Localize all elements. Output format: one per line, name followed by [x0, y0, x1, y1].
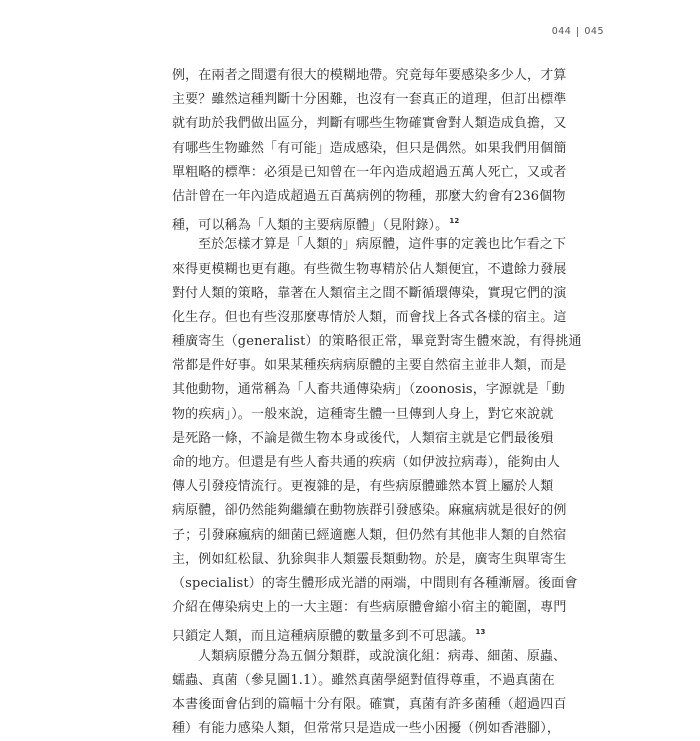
footnote-marker[interactable]: 12: [449, 217, 460, 226]
text-line: [172, 378, 565, 402]
line-text: 化生存。但也有些沒那麼專情於人類，而會找上各式各樣的宿主。這: [172, 309, 567, 325]
text-line: [172, 548, 567, 572]
line-text: 來得更模糊也更有趣。有些微生物專精於佔人類便宜，不遺餘力發展: [172, 261, 567, 277]
line-text: 種，可以稱為「人類的主要病原體」（見附錄）。: [172, 218, 449, 234]
text-line: [172, 620, 554, 644]
line-text: 傳人引發疫情流行。更複雜的是，有些病原體雖然本質上屬於人類: [172, 479, 554, 495]
line-text: 物的疾病」）。一般來說，這種寄生體一旦傳到人身上，對它來說就: [172, 406, 554, 422]
page-number-header: [552, 26, 604, 37]
text-line: [172, 209, 554, 233]
body-text: [172, 64, 582, 741]
line-text: 其他動物，通常稱為「人畜共通傳染病」（zoonosis，字源就是「動: [172, 382, 565, 398]
page-number-divider: [577, 27, 578, 37]
text-line: [172, 669, 554, 693]
line-text: 本書後面會佔到的篇幅十分有限。確實，真菌有許多菌種（超過四百: [172, 696, 567, 712]
text-line: [172, 693, 567, 717]
line-text: 對付人類的策略，靠著在人類宿主之間不斷循環傳染，實現它們的演: [172, 285, 567, 301]
line-text: 介紹在傳染病史上的一大主題：有些病原體會縮小宿主的範圍，專門: [172, 600, 567, 616]
footnote-marker[interactable]: 13: [475, 628, 486, 637]
line-text: 病原體，卻仍然能夠繼續在動物族群引發感染。麻瘋病就是很好的例: [172, 503, 567, 519]
text-line: [172, 282, 567, 306]
line-text: 至於怎樣才算是「人類的」病原體，這件事的定義也比乍看之下: [198, 237, 567, 253]
text-line: [172, 717, 561, 741]
line-text: （specialist）的寄生體形成光譜的兩端，中間則有各種漸層。後面會: [172, 575, 578, 591]
text-line: [172, 161, 567, 185]
line-text: 種廣寄生（generalist）的策略很正常，畢竟對寄生體來說，有得挑通: [172, 334, 582, 350]
line-text: 估計曾在一年內造成超過五百萬病例的物種，那麼大約會有236個物: [172, 188, 566, 204]
line-text: 種）有能力感染人類，但常常只是造成一些小困擾（例如香港腳），: [172, 721, 561, 737]
line-text: 主，例如紅松鼠、犰狳與非人類靈長類動物。於是，廣寄生與單寄生: [172, 551, 567, 567]
left-page-number: 044: [551, 26, 572, 37]
line-text: 是死路一條，不論是微生物本身或後代，人類宿主就是它們最後殞: [172, 430, 554, 446]
line-text: 命的地方。但還是有些人畜共通的疾病（如伊波拉病毒），能夠由人: [172, 455, 561, 470]
line-text: 子；引發麻瘋病的細菌已經適應人類，但仍然有其他非人類的自然宿: [172, 527, 567, 543]
text-line: [172, 645, 567, 669]
line-text: 蠕蟲、真菌（參見圖1.1）。雖然真菌學絕對值得尊重，不過真菌在: [172, 672, 555, 688]
text-line: [172, 330, 582, 354]
text-line: [172, 475, 554, 499]
text-line: [172, 524, 567, 548]
text-line: [172, 403, 554, 427]
line-text: 就有助於我們做出區分，判斷有哪些生物確實會對人類造成負擔，又: [172, 116, 567, 132]
text-line: [172, 88, 567, 112]
line-text: 例，在兩者之間還有很大的模糊地帶。究竟每年要感染多少人，才算: [172, 68, 567, 83]
text-line: [172, 596, 567, 620]
line-text: 人類病原體分為五個分類群，或說演化組：病毒、細菌、原蟲、: [198, 648, 567, 664]
text-line: [172, 258, 567, 282]
line-text: 只鎖定人類，而且這種病原體的數量多到不可思議。: [172, 629, 475, 645]
text-line: [172, 306, 567, 330]
line-text: 主要？雖然這種判斷十分困難，也沒有一套真正的道理，但訂出標準: [172, 92, 567, 108]
text-line: [172, 137, 567, 161]
text-line: [172, 185, 566, 209]
text-line: [172, 64, 567, 88]
text-line: [172, 451, 561, 475]
text-line: [172, 427, 554, 451]
text-line: [172, 499, 567, 523]
line-text: 單粗略的標準：必須是已知曾在一年內造成超過五萬人死亡，又或者: [172, 164, 567, 180]
text-line: [172, 354, 567, 378]
line-text: 有哪些生物雖然「有可能」造成感染，但只是偶然。如果我們用個簡: [172, 140, 567, 156]
right-page-number: 045: [584, 26, 604, 37]
text-line: [172, 112, 567, 136]
line-text: 常都是件好事。如果某種疾病病原體的主要自然宿主並非人類，而是: [172, 358, 567, 374]
text-line: [172, 233, 567, 257]
text-line: [172, 572, 578, 596]
